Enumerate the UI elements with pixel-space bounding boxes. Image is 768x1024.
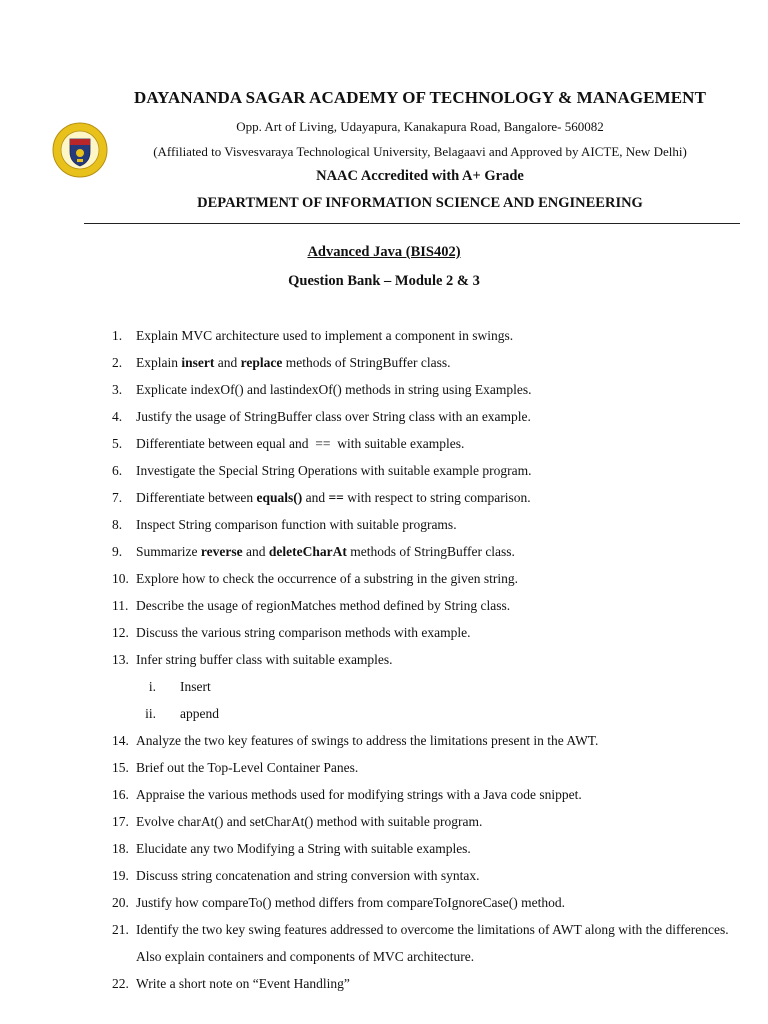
question-number: 5. bbox=[112, 436, 123, 451]
bold-term: insert bbox=[181, 355, 215, 370]
question-number: 3. bbox=[112, 382, 123, 397]
question-item bbox=[112, 781, 752, 808]
question-number: 19. bbox=[112, 868, 129, 883]
question-text: Appraise the various methods used for modifying strings with a Java code snippet. bbox=[136, 787, 582, 802]
question-text: methods of StringBuffer class. bbox=[346, 544, 515, 559]
question-number: 9. bbox=[112, 544, 123, 559]
sub-item bbox=[112, 673, 752, 700]
question-text: and bbox=[214, 355, 241, 370]
question-number: 10. bbox=[112, 571, 129, 586]
bold-term: equals() bbox=[256, 490, 303, 505]
question-text: Explore how to check the occurrence of a substring in the given string. bbox=[136, 571, 519, 586]
question-item bbox=[112, 565, 752, 592]
bold-term: deleteCharAt bbox=[268, 544, 347, 559]
question-item bbox=[112, 430, 752, 457]
question-text: Explain bbox=[136, 355, 182, 370]
bold-term: reverse bbox=[200, 544, 243, 559]
question-item bbox=[112, 646, 752, 673]
sub-item bbox=[112, 700, 752, 727]
question-text: Evolve charAt() and setCharAt() method with suitable program. bbox=[136, 814, 483, 829]
question-text: Differentiate between equal and == with suitable examples. bbox=[136, 436, 465, 451]
question-number: 20. bbox=[112, 895, 129, 910]
question-text: Brief out the Top-Level Container Panes. bbox=[136, 760, 359, 775]
question-text: Investigate the Special String Operations with suitable example program. bbox=[136, 463, 532, 478]
question-item bbox=[112, 916, 752, 970]
question-number: 7. bbox=[112, 490, 123, 505]
question-item bbox=[112, 889, 752, 916]
question-number: 4. bbox=[112, 409, 123, 424]
question-number: 16. bbox=[112, 787, 129, 802]
question-text: methods of StringBuffer class. bbox=[282, 355, 451, 370]
question-number: 1. bbox=[112, 328, 123, 343]
header-divider bbox=[84, 223, 740, 224]
question-item bbox=[112, 538, 752, 565]
question-text: Explicate indexOf() and lastindexOf() methods in string using Examples. bbox=[136, 382, 532, 397]
question-number: 13. bbox=[112, 652, 129, 667]
question-text: with respect to string comparison. bbox=[343, 490, 531, 505]
question-text: Identify the two key swing features addressed to overcome the limitations of AWT along with the differences. Also explain containers and components of MVC architecture. bbox=[136, 922, 729, 964]
question-number: 15. bbox=[112, 760, 129, 775]
question-item bbox=[112, 376, 752, 403]
question-text: Justify the usage of StringBuffer class over String class with an example. bbox=[136, 409, 531, 424]
question-number: 6. bbox=[112, 463, 123, 478]
sub-item-number: i. bbox=[148, 679, 156, 694]
question-text: Discuss string concatenation and string conversion with syntax. bbox=[136, 868, 480, 883]
question-text: Analyze the two key features of swings to address the limitations present in the AWT. bbox=[136, 733, 599, 748]
affiliation-note: (Affiliated to Visvesvaraya Technological University, Belagaavi and Approved by AICTE, New Delhi) bbox=[153, 144, 687, 159]
institution-address: Opp. Art of Living, Udayapura, Kanakapura Road, Bangalore- 560082 bbox=[236, 119, 604, 134]
question-item bbox=[112, 322, 752, 349]
question-item bbox=[112, 835, 752, 862]
department-name: DEPARTMENT OF INFORMATION SCIENCE AND ENGINEERING bbox=[197, 195, 643, 211]
question-text: and bbox=[242, 544, 269, 559]
question-text: Summarize bbox=[136, 544, 201, 559]
question-item bbox=[112, 619, 752, 646]
question-item bbox=[112, 511, 752, 538]
question-text: Inspect String comparison function with suitable programs. bbox=[136, 517, 457, 532]
question-number: 22. bbox=[112, 976, 129, 991]
question-item bbox=[112, 403, 752, 430]
sub-item-number: ii. bbox=[145, 706, 156, 721]
sub-item-text: Insert bbox=[180, 679, 211, 694]
question-text: Infer string buffer class with suitable examples. bbox=[136, 652, 393, 667]
question-item bbox=[112, 484, 752, 511]
question-number: 18. bbox=[112, 841, 129, 856]
question-number: 8. bbox=[112, 517, 123, 532]
question-number: 14. bbox=[112, 733, 129, 748]
question-item bbox=[112, 862, 752, 889]
accreditation-line: NAAC Accredited with A+ Grade bbox=[316, 168, 524, 184]
question-number: 12. bbox=[112, 625, 129, 640]
question-item bbox=[112, 808, 752, 835]
bold-term: == bbox=[328, 490, 344, 505]
course-title: Advanced Java (BIS402) bbox=[307, 244, 461, 260]
question-bank-title: Question Bank – Module 2 & 3 bbox=[288, 273, 480, 289]
question-text: Explain MVC architecture used to implement a component in swings. bbox=[136, 328, 514, 343]
question-text: and bbox=[302, 490, 329, 505]
institution-name: DAYANANDA SAGAR ACADEMY OF TECHNOLOGY & MANAGEMENT bbox=[133, 88, 707, 107]
question-number: 2. bbox=[112, 355, 123, 370]
question-text: Differentiate between bbox=[136, 490, 257, 505]
question-number: 17. bbox=[112, 814, 129, 829]
question-list bbox=[112, 322, 752, 997]
bold-term: replace bbox=[240, 355, 283, 370]
question-item bbox=[112, 592, 752, 619]
question-text: Discuss the various string comparison methods with example. bbox=[136, 625, 471, 640]
question-text: Justify how compareTo() method differs from compareToIgnoreCase() method. bbox=[136, 895, 565, 910]
question-number: 11. bbox=[112, 598, 129, 613]
question-item bbox=[112, 727, 752, 754]
question-item bbox=[112, 754, 752, 781]
question-text: Describe the usage of regionMatches method defined by String class. bbox=[136, 598, 511, 613]
question-text: Elucidate any two Modifying a String with suitable examples. bbox=[136, 841, 471, 856]
question-number: 21. bbox=[112, 922, 129, 937]
question-item bbox=[112, 457, 752, 484]
question-text: Write a short note on “Event Handling” bbox=[136, 976, 350, 991]
sub-item-text: append bbox=[180, 706, 219, 721]
question-item bbox=[112, 970, 752, 997]
question-item bbox=[112, 349, 752, 376]
